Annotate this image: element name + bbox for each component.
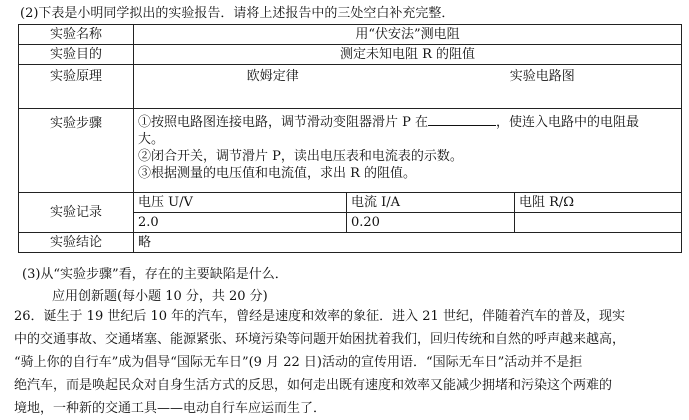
question-2-intro: (2)下表是小明同学拟出的实验报告．请将上述报告中的三处空白补充完整． (20, 6, 455, 21)
row-label-conclusion: 实验结论 (19, 233, 134, 253)
record-value-voltage: 2.0 (134, 213, 347, 233)
row-label-steps: 实验步骤 (19, 109, 134, 193)
table-row-record-header (19, 193, 682, 213)
question-26-paragraph (14, 305, 680, 420)
question-26-line: 中的交通事故、交通堵塞、能源紧张、环境污染等问题开始困扰着我们，回归传统和自然的呼声越来越高， (14, 332, 626, 347)
conclusion-value: 略 (134, 233, 682, 253)
row-label-principle: 实验原理 (19, 65, 134, 109)
experiment-report-table (18, 24, 682, 253)
record-header-current: 电流 I/A (347, 193, 515, 213)
principle-circuit-diagram-label: 实验电路图 (509, 69, 575, 84)
question-3: (3)从“实验步骤”看，存在的主要缺陷是什么． (22, 267, 288, 282)
experiment-purpose-value: 测定未知电阻 R 的阻值 (134, 45, 682, 65)
question-26-line: 绝汽车，而是唤起民众对自身生活方式的反思，如何走出既有速度和效率又能减少拥堵和污染这个两难的 (14, 378, 613, 393)
table-row-principle (19, 65, 682, 109)
table-row-purpose (19, 45, 682, 65)
experiment-name-value: 用“伏安法”测电阻 (134, 25, 682, 45)
step-1-continued: 大。 (138, 132, 165, 147)
step-1-blank (428, 113, 496, 126)
step-3: ③根据测量的电压值和电流值，求出 R 的阻值。 (138, 166, 417, 181)
question-26-line: 26．诞生于 19 世纪后 10 年的汽车，曾经是速度和效率的象征．进入 21 世纪，伴随着汽车的普及，现实 (14, 309, 625, 324)
row-label-name: 实验名称 (19, 25, 134, 45)
principle-ohms-law: 欧姆定律 (246, 69, 299, 84)
step-1-text-after: ，使连入电路中的电阻最 (496, 115, 640, 130)
step-1 (138, 113, 677, 131)
record-header-voltage: 电压 U/V (134, 193, 347, 213)
table-row-conclusion (19, 233, 682, 253)
question-26-line: 境地，一种新的交通工具——电动自行车应运而生了． (14, 401, 327, 416)
record-header-resistance: 电阻 R/Ω (515, 193, 682, 213)
row-label-purpose: 实验目的 (19, 45, 134, 65)
question-26-line: “骑上你的自行车”成为倡导“国际无车日”(9 月 22 日)活动的宣传用语．“国际无车日”活动并不是拒 (14, 355, 583, 370)
principle-cell (134, 65, 682, 109)
section-heading: 应用创新题(每小题 10 分，共 20 分) (52, 289, 268, 304)
steps-cell (134, 109, 682, 193)
table-row-name (19, 25, 682, 45)
row-label-record: 实验记录 (19, 193, 134, 233)
table-row-steps (19, 109, 682, 193)
step-2: ②闭合开关，调节滑片 P，读出电压表和电流表的示数。 (138, 149, 463, 164)
record-value-resistance (515, 213, 682, 233)
record-value-current: 0.20 (347, 213, 515, 233)
step-1-text-before: ①按照电路图连接电路，调节滑动变阻器滑片 P 在 (138, 115, 429, 130)
